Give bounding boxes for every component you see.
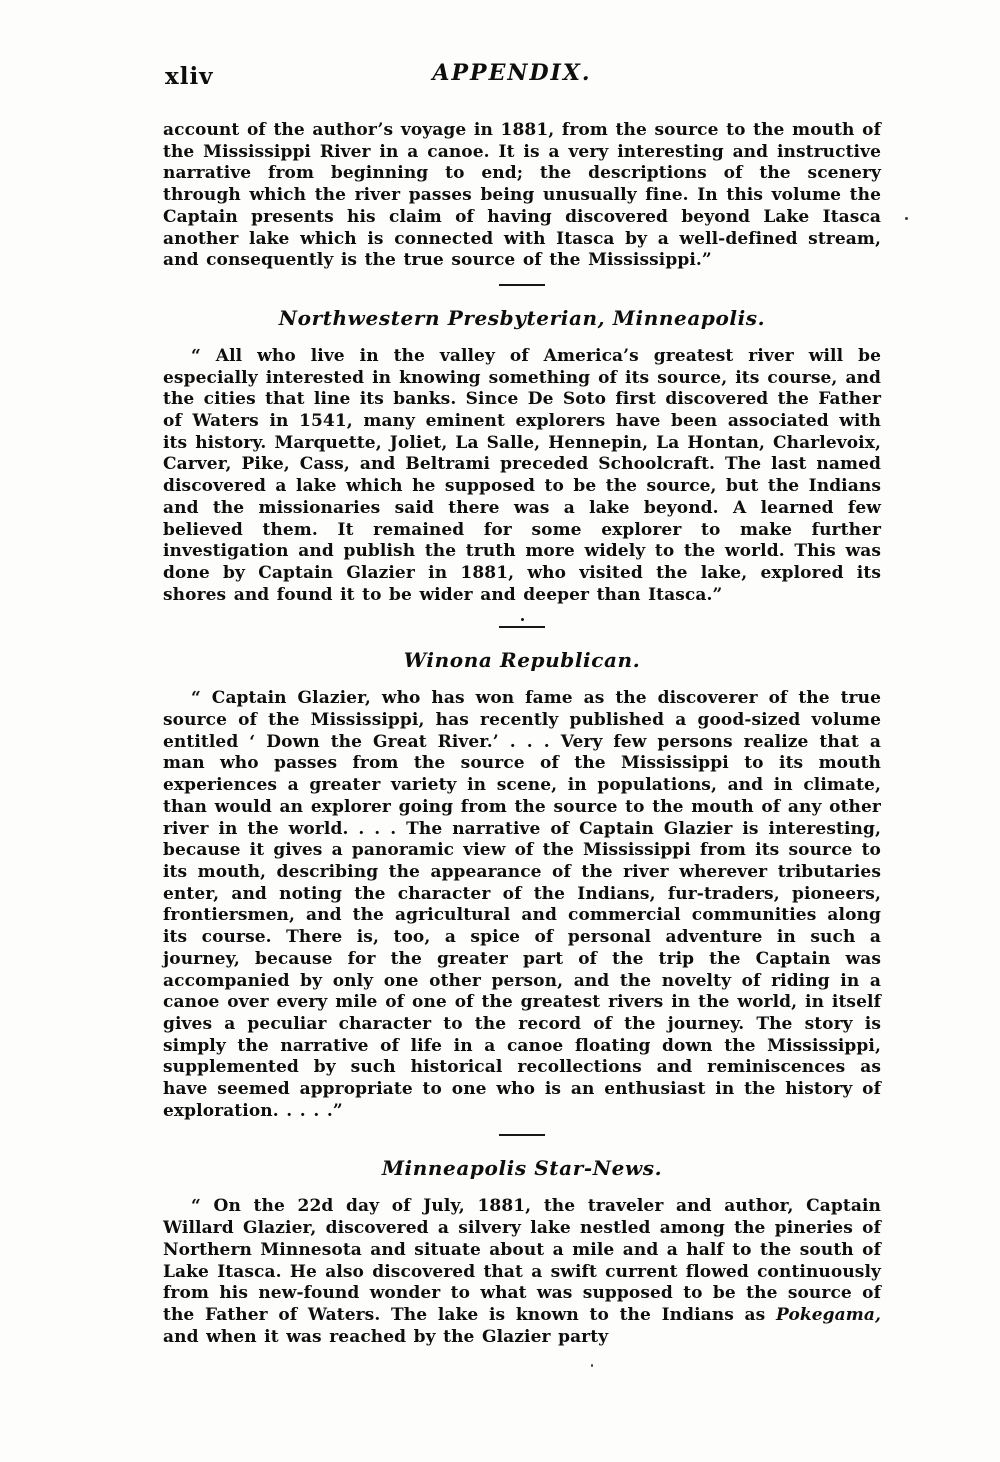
review-paragraph-minneapolis-star-news [163,1196,881,1348]
page-header [163,60,881,90]
review-paragraph-winona-republican: “ Captain Glazier, who has won fame as the discoverer of the true source of the Mississippi, has recently published a good-sized volume entitled ‘ Down the Great River.’ . . . Very few persons realize that a man who passes from the source of the Mississippi to its mouth experiences a greater variety in scene, in populations, and in climate, than would an explorer going from the source to the mouth of any other river in the world. . . . The narrative of Captain Glazier is interesting, because it gives a panoramic view of the Mississippi from its source to its mouth, describing the appearance of the river wherever tributaries enter, and noting the character of the Indians, fur-traders, pioneers, frontiersmen, and the agricultural and commercial communities along its course. There is, too, a spice of personal adventure in such a journey, because for the greater part of the trip the Captain was accompanied by only one other person, and the novelty of riding in a canoe over every mile of one of the greatest rivers in the world, in itself gives a peculiar character to the record of the journey. The story is simply the narrative of life in a canoe floating down the Mississippi, supplemented by such historical recollections and reminiscences as have seemed appropriate to one who is an enthusiast in the history of exploration. . . . .” [163,688,881,1121]
divider-line [499,284,545,286]
review-source-heading-minneapolis-star-news: Minneapolis Star-News. [381,1156,663,1181]
lake-name-italic: Pokegama, [776,1304,881,1325]
review-paragraph-continuation: account of the author’s voyage in 1881, from the source to the mouth of the Mississippi River in a canoe. It is a very interesting and instructive narrative from beginning to end; the descriptions of the scenery through which the river passes being unusually fine. In this volume the Captain presents his claim of having discovered beyond Lake Itasca another lake which is connected with Itasca by a well-defined stream, and consequently is the true source of the Mississippi.” [163,120,881,271]
divider-line [499,626,545,628]
review-paragraph-northwestern-presbyterian: “ All who live in the valley of America’s greatest river will be especially interested in knowing something of its source, its course, and the cities that line its banks. Since De Soto first discovered the Father of Waters in 1541, many eminent explorers have been associated with its history. Marquette, Joliet, La Salle, Hennepin, La Hontan, Charlevoix, Carver, Pike, Cass, and Beltrami preceded Schoolcraft. The last named discovered a lake which he supposed to be the source, but the Indians and the missionaries said there was a lake beyond. A learned few believed them. It remained for some explorer to make further investigation and publish the truth more widely to the world. This was done by Captain Glazier in 1881, who visited the lake, explored its shores and found it to be wider and deeper than Itasca.” [163,345,881,605]
text-block [163,60,881,1348]
paragraph-text: “ On the 22d day of July, 1881, the traveler and author, Captain Willard Glazier, discovered a silvery lake nestled among the pineries of Northern Minnesota and situate about a mile and a half to the south of Lake Itasca. He also discovered that a swift current flowed continuously from his new-found wonder to what was supposed to be the source of the Father of Waters. The lake is known to the Indians as [163,1196,881,1325]
scan-speck [905,217,908,220]
page-title: APPENDIX. [432,60,592,86]
scan-speck [591,1364,593,1367]
page-number: xliv [165,63,214,90]
review-source-heading-northwestern-presbyterian: Northwestern Presbyterian, Minneapolis. [278,305,766,330]
section-divider [499,284,545,286]
review-source-heading-winona-republican: Winona Republican. [403,648,641,673]
divider-line [499,1134,545,1136]
ink-dot [521,618,524,621]
paragraph-text: and when it was reached by the Glazier party [163,1326,609,1347]
section-divider [499,1134,545,1136]
section-divider [499,618,545,628]
